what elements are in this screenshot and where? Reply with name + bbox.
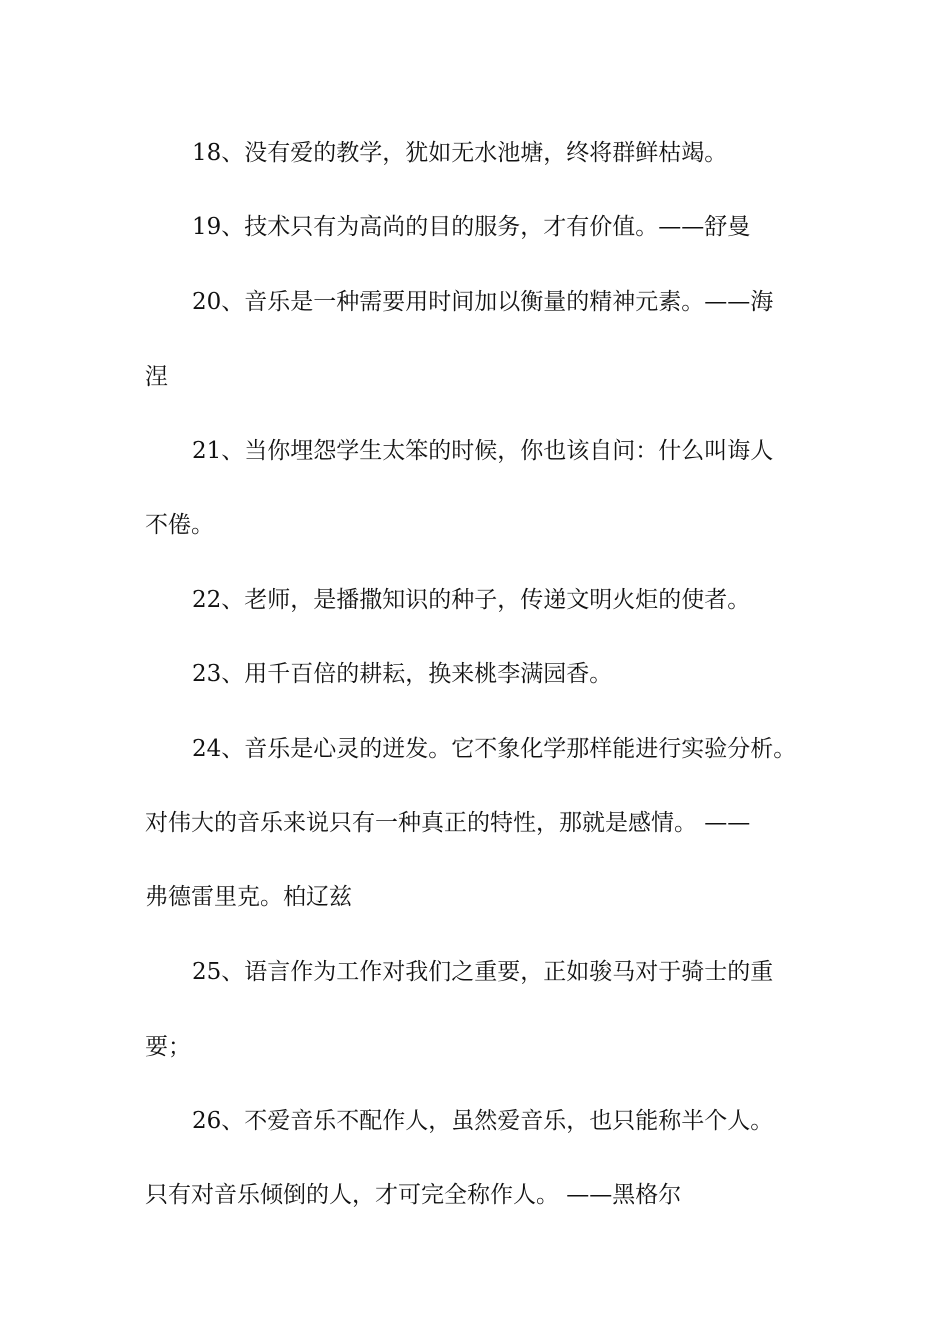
quote-25-line-2: 要； [145,1034,191,1060]
quote-25-line-1: 25、语言作为工作对我们之重要，正如骏马对于骑士的重 [192,959,774,985]
quote-26-line-2: 只有对音乐倾倒的人，才可完全称作人。 ——黑格尔 [145,1182,682,1208]
quote-23-line-1: 23、用千百倍的耕耘，换来桃李满园香。 [192,661,613,687]
quote-26-line-1: 26、不爱音乐不配作人，虽然爱音乐，也只能称半个人。 [192,1108,774,1134]
quote-21-line-2: 不倦。 [145,512,214,538]
quote-20-line-2: 涅 [145,364,168,390]
quote-24-line-1: 24、音乐是心灵的迸发。它不象化学那样能进行实验分析。 [192,736,797,762]
quote-19-line-1: 19、技术只有为高尚的目的服务，才有价值。——舒曼 [192,214,751,240]
quote-24-line-2: 对伟大的音乐来说只有一种真正的特性，那就是感情。 —— [145,810,751,836]
quote-24-line-3: 弗德雷里克。柏辽兹 [145,884,352,910]
quote-22-line-1: 22、老师，是播撒知识的种子，传递文明火炬的使者。 [192,587,751,613]
quote-20-line-1: 20、音乐是一种需要用时间加以衡量的精神元素。——海 [192,289,774,315]
quote-21-line-1: 21、当你埋怨学生太笨的时候，你也该自问：什么叫诲人 [192,438,774,464]
quote-18-line-1: 18、没有爱的教学，犹如无水池塘，终将群鲜枯竭。 [192,140,728,166]
